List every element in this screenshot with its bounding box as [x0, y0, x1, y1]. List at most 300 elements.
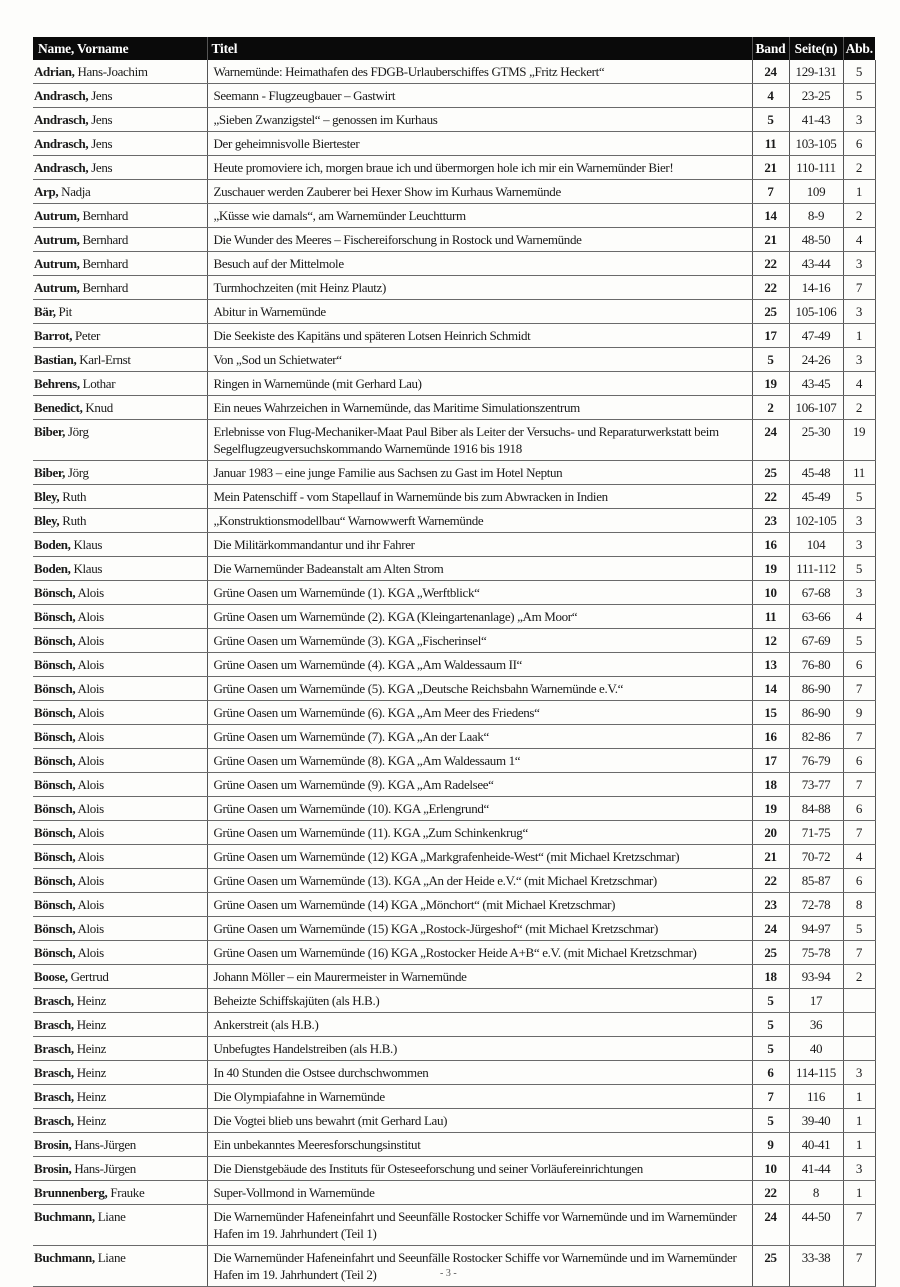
band-cell: 22: [752, 1181, 789, 1205]
article-title-cell: Der geheimnisvolle Biertester: [207, 132, 752, 156]
illustrations-cell: 1: [843, 1181, 875, 1205]
author-surname: Brasch,: [34, 993, 74, 1008]
author-cell: [33, 677, 207, 701]
author-firstname: Alois: [77, 633, 104, 648]
header-seite: Seite(n): [789, 37, 843, 60]
illustrations-cell: 4: [843, 372, 875, 396]
band-cell: 25: [752, 941, 789, 965]
illustrations-cell: 4: [843, 228, 875, 252]
pages-cell: 110-111: [789, 156, 843, 180]
author-surname: Barrot,: [34, 328, 73, 343]
article-title-cell: Heute promoviere ich, morgen braue ich und übermorgen hole ich mir ein Warnemünder Bier!: [207, 156, 752, 180]
author-cell: [33, 1181, 207, 1205]
pages-cell: 23-25: [789, 84, 843, 108]
author-surname: Bönsch,: [34, 681, 76, 696]
author-firstname: Knud: [85, 400, 113, 415]
pages-cell: 63-66: [789, 605, 843, 629]
author-surname: Bönsch,: [34, 825, 76, 840]
article-title-cell: Ein unbekanntes Meeresforschungsinstitut: [207, 1133, 752, 1157]
illustrations-cell: 3: [843, 533, 875, 557]
author-firstname: Klaus: [73, 537, 103, 552]
author-firstname: Alois: [77, 657, 104, 672]
pages-cell: 43-45: [789, 372, 843, 396]
illustrations-cell: 7: [843, 941, 875, 965]
band-cell: 25: [752, 461, 789, 485]
band-cell: 21: [752, 228, 789, 252]
article-title-cell: Die Warnemünder Hafeneinfahrt und Seeunfälle Rostocker Schiffe vor Warnemünde und im Warnemünder Hafen im 19. Jahrhundert (Teil 2): [207, 1246, 752, 1287]
author-cell: [33, 228, 207, 252]
table-body: [33, 60, 875, 1287]
band-cell: 19: [752, 557, 789, 581]
author-firstname: Pit: [58, 304, 72, 319]
pages-cell: 14-16: [789, 276, 843, 300]
illustrations-cell: [843, 1013, 875, 1037]
pages-cell: 76-80: [789, 653, 843, 677]
pages-cell: 85-87: [789, 869, 843, 893]
author-surname: Brasch,: [34, 1041, 74, 1056]
table-row: [33, 228, 875, 252]
illustrations-cell: 5: [843, 60, 875, 84]
header-row: [33, 37, 875, 60]
article-title-cell: Die Wunder des Meeres – Fischereiforschung in Rostock und Warnemünde: [207, 228, 752, 252]
article-title-cell: Grüne Oasen um Warnemünde (16) KGA „Rostocker Heide A+B“ e.V. (mit Michael Kretzschmar): [207, 941, 752, 965]
pages-cell: 39-40: [789, 1109, 843, 1133]
article-title-cell: Die Olympiafahne in Warnemünde: [207, 1085, 752, 1109]
author-surname: Bönsch,: [34, 897, 76, 912]
table-row: [33, 1157, 875, 1181]
author-firstname: Klaus: [73, 561, 103, 576]
pages-cell: 25-30: [789, 420, 843, 461]
author-firstname: Bernhard: [82, 208, 129, 223]
article-title-cell: Erlebnisse von Flug-Mechaniker-Maat Paul Biber als Leiter der Versuchs- und Reparaturwerkstatt beim Segelflugzeugversuchskommando Warnemünde 1916 bis 1918: [207, 420, 752, 461]
author-cell: [33, 725, 207, 749]
illustrations-cell: 3: [843, 509, 875, 533]
author-surname: Bär,: [34, 304, 56, 319]
article-title-cell: Ankerstreit (als H.B.): [207, 1013, 752, 1037]
illustrations-cell: 11: [843, 461, 875, 485]
pages-cell: 33-38: [789, 1246, 843, 1287]
author-firstname: Alois: [77, 585, 104, 600]
table-row: [33, 180, 875, 204]
table-row: [33, 60, 875, 84]
table-row: [33, 509, 875, 533]
band-cell: 14: [752, 677, 789, 701]
pages-cell: 40: [789, 1037, 843, 1061]
author-firstname: Hans-Joachim: [77, 64, 148, 79]
pages-cell: 84-88: [789, 797, 843, 821]
article-title-cell: „Sieben Zwanzigstel“ – genossen im Kurhaus: [207, 108, 752, 132]
table-row: [33, 252, 875, 276]
band-cell: 24: [752, 1205, 789, 1246]
pages-cell: 109: [789, 180, 843, 204]
author-firstname: Lothar: [82, 376, 116, 391]
author-firstname: Liane: [97, 1209, 126, 1224]
author-surname: Andrasch,: [34, 88, 89, 103]
author-surname: Boose,: [34, 969, 68, 984]
header-abb: Abb.: [843, 37, 875, 60]
illustrations-cell: 2: [843, 965, 875, 989]
illustrations-cell: 1: [843, 180, 875, 204]
illustrations-cell: [843, 1037, 875, 1061]
author-firstname: Heinz: [76, 1041, 107, 1056]
article-title-cell: Mein Patenschiff - vom Stapellauf in Warnemünde bis zum Abwracken in Indien: [207, 485, 752, 509]
pages-cell: 76-79: [789, 749, 843, 773]
table-row: [33, 701, 875, 725]
author-cell: [33, 1109, 207, 1133]
table-row: [33, 276, 875, 300]
author-surname: Adrian,: [34, 64, 75, 79]
table-row: [33, 557, 875, 581]
author-firstname: Alois: [77, 753, 104, 768]
illustrations-cell: 7: [843, 1246, 875, 1287]
article-title-cell: Seemann - Flugzeugbauer – Gastwirt: [207, 84, 752, 108]
author-surname: Brosin,: [34, 1137, 72, 1152]
illustrations-cell: 1: [843, 1085, 875, 1109]
illustrations-cell: 19: [843, 420, 875, 461]
illustrations-cell: 6: [843, 749, 875, 773]
band-cell: 5: [752, 1109, 789, 1133]
author-cell: [33, 180, 207, 204]
band-cell: 11: [752, 605, 789, 629]
author-cell: [33, 1061, 207, 1085]
author-cell: [33, 156, 207, 180]
author-surname: Boden,: [34, 537, 71, 552]
author-firstname: Bernhard: [82, 280, 129, 295]
author-surname: Bastian,: [34, 352, 77, 367]
table-row: [33, 869, 875, 893]
article-title-cell: Grüne Oasen um Warnemünde (1). KGA „Werftblick“: [207, 581, 752, 605]
illustrations-cell: 6: [843, 132, 875, 156]
table-row: [33, 797, 875, 821]
author-firstname: Ruth: [62, 513, 87, 528]
author-firstname: Alois: [77, 777, 104, 792]
author-firstname: Jens: [91, 160, 113, 175]
band-cell: 11: [752, 132, 789, 156]
author-surname: Bley,: [34, 489, 60, 504]
author-surname: Bönsch,: [34, 849, 76, 864]
table-row: [33, 989, 875, 1013]
illustrations-cell: 7: [843, 677, 875, 701]
pages-cell: 103-105: [789, 132, 843, 156]
author-cell: [33, 557, 207, 581]
article-title-cell: Die Militärkommandantur und ihr Fahrer: [207, 533, 752, 557]
author-cell: [33, 252, 207, 276]
band-cell: 5: [752, 1037, 789, 1061]
table-row: [33, 653, 875, 677]
author-surname: Autrum,: [34, 208, 80, 223]
illustrations-cell: 2: [843, 204, 875, 228]
author-surname: Andrasch,: [34, 136, 89, 151]
author-cell: [33, 1133, 207, 1157]
author-surname: Brasch,: [34, 1017, 74, 1032]
pages-cell: 102-105: [789, 509, 843, 533]
pages-cell: 40-41: [789, 1133, 843, 1157]
table-row: [33, 581, 875, 605]
article-title-cell: Ringen in Warnemünde (mit Gerhard Lau): [207, 372, 752, 396]
author-firstname: Jens: [91, 88, 113, 103]
author-cell: [33, 941, 207, 965]
illustrations-cell: 5: [843, 84, 875, 108]
table-row: [33, 845, 875, 869]
table-header: [33, 37, 875, 60]
pages-cell: 75-78: [789, 941, 843, 965]
author-surname: Andrasch,: [34, 112, 89, 127]
author-firstname: Alois: [77, 681, 104, 696]
pages-cell: 73-77: [789, 773, 843, 797]
article-title-cell: Die Seekiste des Kapitäns und späteren Lotsen Heinrich Schmidt: [207, 324, 752, 348]
author-firstname: Alois: [77, 897, 104, 912]
illustrations-cell: 3: [843, 581, 875, 605]
author-firstname: Alois: [77, 801, 104, 816]
illustrations-cell: 3: [843, 108, 875, 132]
illustrations-cell: 3: [843, 252, 875, 276]
table-row: [33, 917, 875, 941]
pages-cell: 8-9: [789, 204, 843, 228]
article-title-cell: Johann Möller – ein Maurermeister in Warnemünde: [207, 965, 752, 989]
author-firstname: Hans-Jürgen: [74, 1161, 136, 1176]
author-cell: [33, 108, 207, 132]
illustrations-cell: 3: [843, 300, 875, 324]
author-surname: Brunnenberg,: [34, 1185, 108, 1200]
band-cell: 7: [752, 180, 789, 204]
article-title-cell: Grüne Oasen um Warnemünde (2). KGA (Kleingartenanlage) „Am Moor“: [207, 605, 752, 629]
illustrations-cell: 7: [843, 276, 875, 300]
author-cell: [33, 372, 207, 396]
band-cell: 5: [752, 989, 789, 1013]
author-firstname: Alois: [77, 921, 104, 936]
author-surname: Boden,: [34, 561, 71, 576]
illustrations-cell: 1: [843, 1133, 875, 1157]
article-title-cell: Von „Sod un Schietwater“: [207, 348, 752, 372]
band-cell: 5: [752, 108, 789, 132]
author-cell: [33, 276, 207, 300]
pages-cell: 67-68: [789, 581, 843, 605]
author-cell: [33, 1246, 207, 1287]
article-title-cell: Grüne Oasen um Warnemünde (13). KGA „An der Heide e.V.“ (mit Michael Kretzschmar): [207, 869, 752, 893]
band-cell: 24: [752, 917, 789, 941]
band-cell: 14: [752, 204, 789, 228]
author-cell: [33, 581, 207, 605]
band-cell: 4: [752, 84, 789, 108]
author-firstname: Peter: [75, 328, 100, 343]
pages-cell: 45-48: [789, 461, 843, 485]
author-cell: [33, 869, 207, 893]
author-cell: [33, 348, 207, 372]
header-title: Titel: [207, 37, 752, 60]
article-title-cell: Grüne Oasen um Warnemünde (4). KGA „Am Waldessaum II“: [207, 653, 752, 677]
author-cell: [33, 701, 207, 725]
band-cell: 18: [752, 965, 789, 989]
table-row: [33, 965, 875, 989]
illustrations-cell: 4: [843, 605, 875, 629]
author-surname: Bönsch,: [34, 753, 76, 768]
table-row: [33, 396, 875, 420]
illustrations-cell: [843, 989, 875, 1013]
article-title-cell: Grüne Oasen um Warnemünde (8). KGA „Am Waldessaum 1“: [207, 749, 752, 773]
table-row: [33, 204, 875, 228]
author-surname: Bönsch,: [34, 585, 76, 600]
illustrations-cell: 9: [843, 701, 875, 725]
band-cell: 5: [752, 348, 789, 372]
author-surname: Bönsch,: [34, 921, 76, 936]
illustrations-cell: 7: [843, 821, 875, 845]
pages-cell: 44-50: [789, 1205, 843, 1246]
author-cell: [33, 605, 207, 629]
author-firstname: Alois: [77, 945, 104, 960]
author-cell: [33, 917, 207, 941]
author-surname: Buchmann,: [34, 1209, 95, 1224]
table-row: [33, 84, 875, 108]
table-row: [33, 725, 875, 749]
pages-cell: 41-44: [789, 1157, 843, 1181]
band-cell: 13: [752, 653, 789, 677]
author-firstname: Alois: [77, 825, 104, 840]
author-cell: [33, 204, 207, 228]
illustrations-cell: 2: [843, 396, 875, 420]
table-row: [33, 324, 875, 348]
author-surname: Buchmann,: [34, 1250, 95, 1265]
header-band: Band: [752, 37, 789, 60]
band-cell: 21: [752, 845, 789, 869]
author-surname: Biber,: [34, 424, 66, 439]
article-title-cell: Grüne Oasen um Warnemünde (9). KGA „Am Radelsee“: [207, 773, 752, 797]
author-cell: [33, 989, 207, 1013]
author-firstname: Jens: [91, 136, 113, 151]
band-cell: 5: [752, 1013, 789, 1037]
illustrations-cell: 5: [843, 557, 875, 581]
pages-cell: 72-78: [789, 893, 843, 917]
table-row: [33, 533, 875, 557]
author-surname: Brasch,: [34, 1113, 74, 1128]
band-cell: 16: [752, 725, 789, 749]
band-cell: 22: [752, 869, 789, 893]
article-title-cell: Grüne Oasen um Warnemünde (15) KGA „Rostock-Jürgeshof“ (mit Michael Kretzschmar): [207, 917, 752, 941]
author-cell: [33, 845, 207, 869]
illustrations-cell: 6: [843, 797, 875, 821]
band-cell: 21: [752, 156, 789, 180]
article-title-cell: Zuschauer werden Zauberer bei Hexer Show im Kurhaus Warnemünde: [207, 180, 752, 204]
table-row: [33, 773, 875, 797]
author-surname: Behrens,: [34, 376, 80, 391]
author-cell: [33, 420, 207, 461]
article-title-cell: Abitur in Warnemünde: [207, 300, 752, 324]
pages-cell: 116: [789, 1085, 843, 1109]
band-cell: 10: [752, 581, 789, 605]
table-row: [33, 1205, 875, 1246]
band-cell: 25: [752, 300, 789, 324]
author-surname: Bley,: [34, 513, 60, 528]
band-cell: 17: [752, 749, 789, 773]
table-row: [33, 1013, 875, 1037]
author-cell: [33, 1037, 207, 1061]
table-row: [33, 485, 875, 509]
pages-cell: 43-44: [789, 252, 843, 276]
band-cell: 24: [752, 60, 789, 84]
author-firstname: Heinz: [76, 1113, 107, 1128]
article-title-cell: Grüne Oasen um Warnemünde (12) KGA „Markgrafenheide-West“ (mit Michael Kretzschmar): [207, 845, 752, 869]
table-row: [33, 629, 875, 653]
author-surname: Bönsch,: [34, 705, 76, 720]
table-row: [33, 605, 875, 629]
author-cell: [33, 324, 207, 348]
table-row: [33, 677, 875, 701]
author-firstname: Alois: [77, 849, 104, 864]
illustrations-cell: 7: [843, 1205, 875, 1246]
author-surname: Biber,: [34, 465, 66, 480]
pages-cell: 86-90: [789, 677, 843, 701]
pages-cell: 67-69: [789, 629, 843, 653]
author-cell: [33, 132, 207, 156]
author-firstname: Jörg: [67, 424, 89, 439]
author-firstname: Heinz: [76, 1017, 107, 1032]
author-cell: [33, 1013, 207, 1037]
author-cell: [33, 60, 207, 84]
band-cell: 12: [752, 629, 789, 653]
article-title-cell: Besuch auf der Mittelmole: [207, 252, 752, 276]
band-cell: 16: [752, 533, 789, 557]
article-title-cell: Turmhochzeiten (mit Heinz Plautz): [207, 276, 752, 300]
article-title-cell: Beheizte Schiffskajüten (als H.B.): [207, 989, 752, 1013]
pages-cell: 114-115: [789, 1061, 843, 1085]
band-cell: 18: [752, 773, 789, 797]
band-cell: 25: [752, 1246, 789, 1287]
pages-cell: 105-106: [789, 300, 843, 324]
illustrations-cell: 5: [843, 917, 875, 941]
illustrations-cell: 4: [843, 845, 875, 869]
illustrations-cell: 7: [843, 725, 875, 749]
band-cell: 19: [752, 797, 789, 821]
article-title-cell: Grüne Oasen um Warnemünde (7). KGA „An der Laak“: [207, 725, 752, 749]
illustrations-cell: 5: [843, 485, 875, 509]
illustrations-cell: 1: [843, 1109, 875, 1133]
author-firstname: Ruth: [62, 489, 87, 504]
table-row: [33, 1181, 875, 1205]
band-cell: 24: [752, 420, 789, 461]
band-cell: 22: [752, 485, 789, 509]
author-firstname: Hans-Jürgen: [74, 1137, 136, 1152]
article-title-cell: Die Vogtei blieb uns bewahrt (mit Gerhard Lau): [207, 1109, 752, 1133]
author-firstname: Frauke: [110, 1185, 145, 1200]
pages-cell: 70-72: [789, 845, 843, 869]
article-title-cell: Warnemünde: Heimathafen des FDGB-Urlauberschiffes GTMS „Fritz Heckert“: [207, 60, 752, 84]
pages-cell: 48-50: [789, 228, 843, 252]
illustrations-cell: 5: [843, 629, 875, 653]
article-title-cell: In 40 Stunden die Ostsee durchschwommen: [207, 1061, 752, 1085]
author-surname: Bönsch,: [34, 657, 76, 672]
pages-cell: 104: [789, 533, 843, 557]
article-title-cell: Super-Vollmond in Warnemünde: [207, 1181, 752, 1205]
article-title-cell: Ein neues Wahrzeichen in Warnemünde, das Maritime Simulationszentrum: [207, 396, 752, 420]
pages-cell: 17: [789, 989, 843, 1013]
author-cell: [33, 893, 207, 917]
pages-cell: 82-86: [789, 725, 843, 749]
author-surname: Brasch,: [34, 1065, 74, 1080]
author-surname: Autrum,: [34, 280, 80, 295]
illustrations-cell: 7: [843, 773, 875, 797]
author-cell: [33, 965, 207, 989]
pages-cell: 111-112: [789, 557, 843, 581]
table-row: [33, 821, 875, 845]
index-table-container: [33, 37, 875, 1287]
author-surname: Autrum,: [34, 256, 80, 271]
author-firstname: Jens: [91, 112, 113, 127]
author-firstname: Alois: [77, 873, 104, 888]
illustrations-cell: 8: [843, 893, 875, 917]
pages-cell: 93-94: [789, 965, 843, 989]
author-cell: [33, 797, 207, 821]
table-row: [33, 348, 875, 372]
author-cell: [33, 653, 207, 677]
